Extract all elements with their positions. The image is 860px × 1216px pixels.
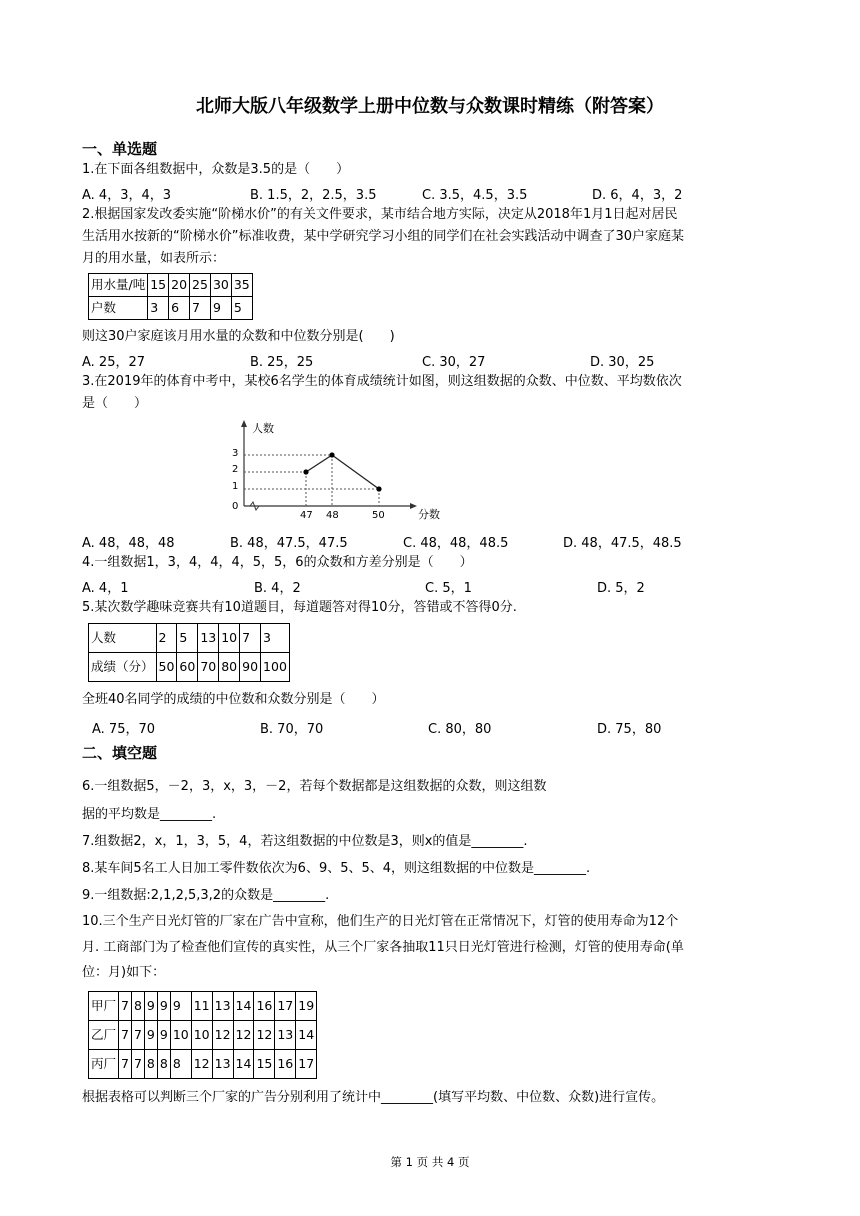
table-cell: 60 xyxy=(177,653,198,682)
q5-option-d: D. 75，80 xyxy=(597,722,662,737)
table-cell: 10 xyxy=(191,1021,212,1050)
table-cell: 25 xyxy=(190,274,211,297)
table-cell: 9 xyxy=(170,992,191,1021)
table-row xyxy=(89,1021,317,1050)
table-cell: 8 xyxy=(157,1050,170,1079)
q2-option-d: D. 30，25 xyxy=(590,355,655,370)
page-title: 北师大版八年级数学上册中位数与众数课时精练（附答案） xyxy=(196,96,664,117)
table-row xyxy=(89,992,317,1021)
q2-option-b: B. 25，25 xyxy=(250,355,314,370)
table-row xyxy=(89,1050,317,1079)
table-cell: 9 xyxy=(144,1021,157,1050)
q2-stem-line-1: 2.根据国家发改委实施“阶梯水价”的有关文件要求，某市结合地方实际，决定从2018年1月1日起对居民 xyxy=(82,207,678,222)
table-cell: 10 xyxy=(170,1021,191,1050)
table-cell: 丙厂 xyxy=(89,1050,119,1079)
q5-option-c: C. 80，80 xyxy=(428,722,492,737)
table-cell: 9 xyxy=(157,1021,170,1050)
q2-option-a: A. 25，27 xyxy=(82,355,146,370)
q4-option-b: B. 4，2 xyxy=(254,581,301,596)
table-cell: 12 xyxy=(254,1021,275,1050)
table-cell: 19 xyxy=(296,992,317,1021)
y-axis-title: 人数 xyxy=(252,422,274,435)
table-cell: 9 xyxy=(157,992,170,1021)
q3-option-a: A. 48，48，48 xyxy=(82,536,175,551)
table-cell: 13 xyxy=(198,624,219,653)
table-cell: 90 xyxy=(240,653,261,682)
q4-stem: 4.一组数据1，3，4，4，4，5，5，6的众数和方差分别是（ ） xyxy=(82,555,473,570)
y-tick-label-0: 0 xyxy=(232,501,239,512)
data-point-48 xyxy=(329,452,334,457)
q2-water-table xyxy=(88,273,253,320)
q1-stem: 1.在下面各组数据中，众数是3.5的是（ ） xyxy=(82,162,350,177)
q3-score-chart xyxy=(222,418,444,522)
x-tick-label-48: 48 xyxy=(326,510,339,521)
q1-option-a: A. 4，3，4，3 xyxy=(82,188,172,203)
y-tick-label-3: 3 xyxy=(232,448,239,459)
table-cell: 7 xyxy=(131,1021,144,1050)
q4-option-a: A. 4，1 xyxy=(82,581,129,596)
q5-question: 全班40名同学的成绩的中位数和众数分别是（ ） xyxy=(82,692,385,707)
table-row xyxy=(89,274,253,297)
table-cell: 7 xyxy=(190,297,211,320)
table-cell: 6 xyxy=(169,297,190,320)
q3-option-b: B. 48，47.5，47.5 xyxy=(230,536,348,551)
table-cell: 13 xyxy=(212,1050,233,1079)
table-cell: 30 xyxy=(210,274,231,297)
table-cell: 80 xyxy=(219,653,240,682)
table-cell: 3 xyxy=(148,297,169,320)
table-cell: 12 xyxy=(191,1050,212,1079)
table-cell: 14 xyxy=(233,1050,254,1079)
q1-option-b: B. 1.5，2，2.5，3.5 xyxy=(250,188,377,203)
table-cell: 13 xyxy=(212,992,233,1021)
table-cell: 7 xyxy=(119,992,132,1021)
q6-line-1: 6.一组数据5，－2，3，x，3，－2，若每个数据都是这组数据的众数，则这组数 xyxy=(82,779,547,794)
q4-option-d: D. 5，2 xyxy=(597,581,645,596)
table-cell: 10 xyxy=(219,624,240,653)
q2-option-c: C. 30，27 xyxy=(422,355,486,370)
table-cell: 9 xyxy=(210,297,231,320)
q5-score-table xyxy=(88,623,290,682)
section-single-choice: 一、单选题 xyxy=(82,140,158,158)
table-cell: 16 xyxy=(254,992,275,1021)
q10-stem-line-3: 位：月)如下： xyxy=(82,965,166,980)
table-cell: 7 xyxy=(119,1021,132,1050)
table-cell: 7 xyxy=(131,1050,144,1079)
x-axis-arrow xyxy=(410,503,417,509)
q10-question: 根据表格可以判断三个厂家的广告分别利用了统计中________(填写平均数、中位数、众数)进行宣传。 xyxy=(82,1090,665,1105)
q7-text: 7.组数据2，x，1，3，5，4，若这组数据的中位数是3，则x的值是________. xyxy=(82,834,528,849)
y-tick-label-2: 2 xyxy=(232,464,239,475)
q1-option-d: D. 6，4，3，2 xyxy=(592,188,683,203)
y-tick-label-1: 1 xyxy=(232,481,239,492)
table-cell: 70 xyxy=(198,653,219,682)
q10-lamp-table xyxy=(88,991,317,1079)
q3-option-d: D. 48，47.5，48.5 xyxy=(563,536,682,551)
q5-option-b: B. 70，70 xyxy=(260,722,324,737)
table-cell: 14 xyxy=(233,992,254,1021)
table-cell: 5 xyxy=(177,624,198,653)
table-cell: 12 xyxy=(233,1021,254,1050)
q9-text: 9.一组数据:2,1,2,5,3,2的众数是________. xyxy=(82,888,330,903)
table-cell: 8 xyxy=(170,1050,191,1079)
y-axis-arrow xyxy=(241,420,247,427)
table-cell: 11 xyxy=(191,992,212,1021)
table-cell: 100 xyxy=(261,653,290,682)
section-fill-blank: 二、填空题 xyxy=(82,744,158,762)
table-cell: 5 xyxy=(231,297,252,320)
table-cell: 35 xyxy=(231,274,252,297)
table-cell: 20 xyxy=(169,274,190,297)
q6-line-2: 据的平均数是________. xyxy=(82,807,217,822)
q10-stem-line-1: 10.三个生产日光灯管的厂家在广告中宣称，他们生产的日光灯管在正常情况下，灯管的使用寿命为12个 xyxy=(82,914,679,929)
table-cell: 乙厂 xyxy=(89,1021,119,1050)
q4-option-c: C. 5，1 xyxy=(425,581,472,596)
q3-option-c: C. 48，48，48.5 xyxy=(403,536,509,551)
table-cell: 甲厂 xyxy=(89,992,119,1021)
table-cell: 50 xyxy=(156,653,177,682)
q10-stem-line-2: 月. 工商部门为了检查他们宣传的真实性，从三个厂家各抽取11只日光灯管进行检测，灯管的使用寿命(单 xyxy=(82,940,684,955)
table-cell: 12 xyxy=(212,1021,233,1050)
table-cell: 用水量/吨 xyxy=(89,274,148,297)
table-cell: 9 xyxy=(144,992,157,1021)
table-cell: 7 xyxy=(119,1050,132,1079)
q3-stem-line-1: 3.在2019年的体育中考中，某校6名学生的体育成绩统计如图，则这组数据的众数、中位数、平均数依次 xyxy=(82,374,682,389)
table-cell: 3 xyxy=(261,624,290,653)
table-cell: 成绩（分） xyxy=(89,653,157,682)
table-cell: 17 xyxy=(275,992,296,1021)
q3-stem-line-2: 是（ ） xyxy=(82,396,148,411)
data-point-47 xyxy=(303,469,308,474)
table-row xyxy=(89,297,253,320)
q5-option-a: A. 75，70 xyxy=(92,722,156,737)
table-cell: 17 xyxy=(296,1050,317,1079)
table-cell: 13 xyxy=(275,1021,296,1050)
table-cell: 8 xyxy=(131,992,144,1021)
table-cell: 8 xyxy=(144,1050,157,1079)
x-tick-label-50: 50 xyxy=(372,510,385,521)
table-row xyxy=(89,624,290,653)
q8-text: 8.某车间5名工人日加工零件数依次为6、9、5、5、4，则这组数据的中位数是________. xyxy=(82,861,591,876)
table-cell: 2 xyxy=(156,624,177,653)
table-cell: 人数 xyxy=(89,624,157,653)
q2-question: 则这30户家庭该月用水量的众数和中位数分别是( ) xyxy=(82,329,395,344)
table-cell: 16 xyxy=(275,1050,296,1079)
table-cell: 7 xyxy=(240,624,261,653)
q5-stem: 5.某次数学趣味竞赛共有10道题目，每道题答对得10分，答错或不答得0分. xyxy=(82,600,517,615)
x-tick-label-47: 47 xyxy=(300,510,313,521)
table-cell: 14 xyxy=(296,1021,317,1050)
table-cell: 户数 xyxy=(89,297,148,320)
series-line xyxy=(306,455,379,489)
table-cell: 15 xyxy=(254,1050,275,1079)
q2-stem-line-2: 生活用水按新的“阶梯水价”标准收费，某中学研究学习小组的同学们在社会实践活动中调查了30户家庭某 xyxy=(82,229,685,244)
x-axis-title: 分数 xyxy=(418,508,440,521)
data-point-50 xyxy=(376,486,381,491)
table-row xyxy=(89,653,290,682)
q2-stem-line-3: 月的用水量，如表所示： xyxy=(82,251,226,266)
page-footer: 第 1 页 共 4 页 xyxy=(390,1155,470,1169)
table-cell: 15 xyxy=(148,274,169,297)
q1-option-c: C. 3.5，4.5，3.5 xyxy=(422,188,528,203)
